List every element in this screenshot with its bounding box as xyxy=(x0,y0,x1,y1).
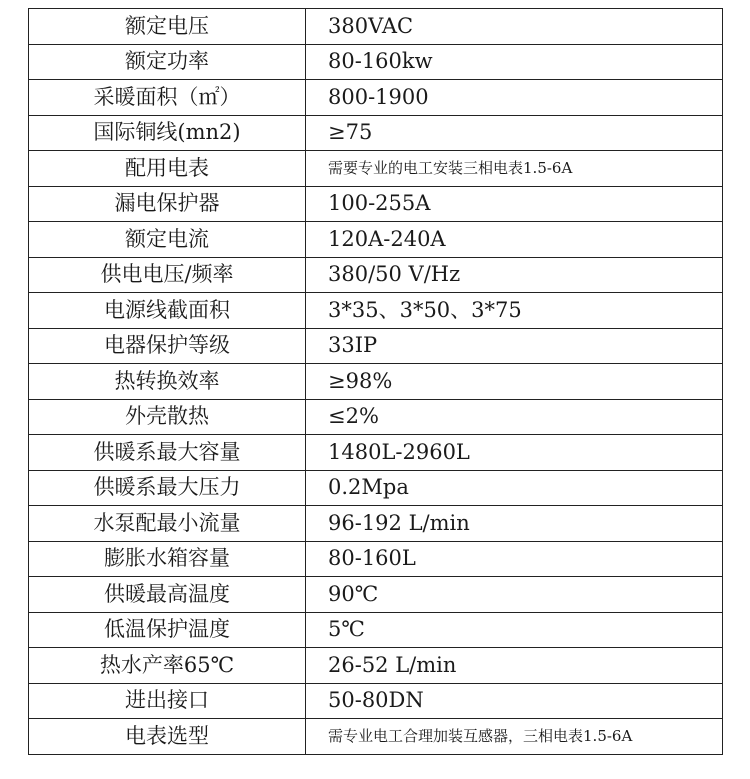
spec-label: 低温保护温度 xyxy=(29,612,306,648)
spec-label: 电源线截面积 xyxy=(29,293,306,329)
table-row xyxy=(29,257,723,293)
table-row xyxy=(29,541,723,577)
spec-label: 配用电表 xyxy=(29,151,306,187)
spec-label: 电表选型 xyxy=(29,719,306,755)
spec-label: 采暖面积（㎡） xyxy=(29,80,306,116)
table-row xyxy=(29,719,723,755)
spec-value: 需要专业的电工安装三相电表1.5-6A xyxy=(306,151,723,187)
table-row xyxy=(29,186,723,222)
table-row xyxy=(29,328,723,364)
spec-value: 80-160kw xyxy=(306,44,723,80)
spec-label: 国际铜线(mn2) xyxy=(29,115,306,151)
spec-value: 96-192 L/min xyxy=(306,506,723,542)
spec-value: 5℃ xyxy=(306,612,723,648)
spec-value: 800-1900 xyxy=(306,80,723,116)
spec-value: 26-52 L/min xyxy=(306,648,723,684)
spec-value: 100-255A xyxy=(306,186,723,222)
spec-label: 外壳散热 xyxy=(29,399,306,435)
table-row xyxy=(29,683,723,719)
spec-label: 供暖系最大容量 xyxy=(29,435,306,471)
spec-label: 额定电流 xyxy=(29,222,306,258)
table-row xyxy=(29,151,723,187)
table-row xyxy=(29,470,723,506)
table-row xyxy=(29,648,723,684)
spec-label: 膨胀水箱容量 xyxy=(29,541,306,577)
spec-value: 33IP xyxy=(306,328,723,364)
spec-value: 3*35、3*50、3*75 xyxy=(306,293,723,329)
spec-label: 进出接口 xyxy=(29,683,306,719)
spec-label: 水泵配最小流量 xyxy=(29,506,306,542)
spec-value: 80-160L xyxy=(306,541,723,577)
spec-value: 380VAC xyxy=(306,9,723,45)
table-row xyxy=(29,44,723,80)
table-row xyxy=(29,293,723,329)
table-row xyxy=(29,115,723,151)
table-row xyxy=(29,435,723,471)
spec-value: 需专业电工合理加装互感器，三相电表1.5-6A xyxy=(306,719,723,755)
spec-label: 供电电压/频率 xyxy=(29,257,306,293)
spec-label: 热转换效率 xyxy=(29,364,306,400)
spec-value: 50-80DN xyxy=(306,683,723,719)
table-row xyxy=(29,612,723,648)
spec-value: 0.2Mpa xyxy=(306,470,723,506)
table-row xyxy=(29,399,723,435)
table-row xyxy=(29,506,723,542)
table-row xyxy=(29,80,723,116)
table-row xyxy=(29,222,723,258)
spec-label: 供暖系最大压力 xyxy=(29,470,306,506)
spec-value: ≥75 xyxy=(306,115,723,151)
spec-value: 90℃ xyxy=(306,577,723,613)
spec-value: 1480L-2960L xyxy=(306,435,723,471)
table-row xyxy=(29,9,723,45)
spec-label: 额定功率 xyxy=(29,44,306,80)
spec-value: 120A-240A xyxy=(306,222,723,258)
table-row xyxy=(29,577,723,613)
spec-label: 供暖最高温度 xyxy=(29,577,306,613)
spec-label: 漏电保护器 xyxy=(29,186,306,222)
spec-table xyxy=(28,8,723,755)
spec-value: 380/50 V/Hz xyxy=(306,257,723,293)
spec-value: ≥98% xyxy=(306,364,723,400)
spec-label: 电器保护等级 xyxy=(29,328,306,364)
spec-value: ≤2% xyxy=(306,399,723,435)
table-row xyxy=(29,364,723,400)
spec-label: 热水产率65℃ xyxy=(29,648,306,684)
spec-label: 额定电压 xyxy=(29,9,306,45)
